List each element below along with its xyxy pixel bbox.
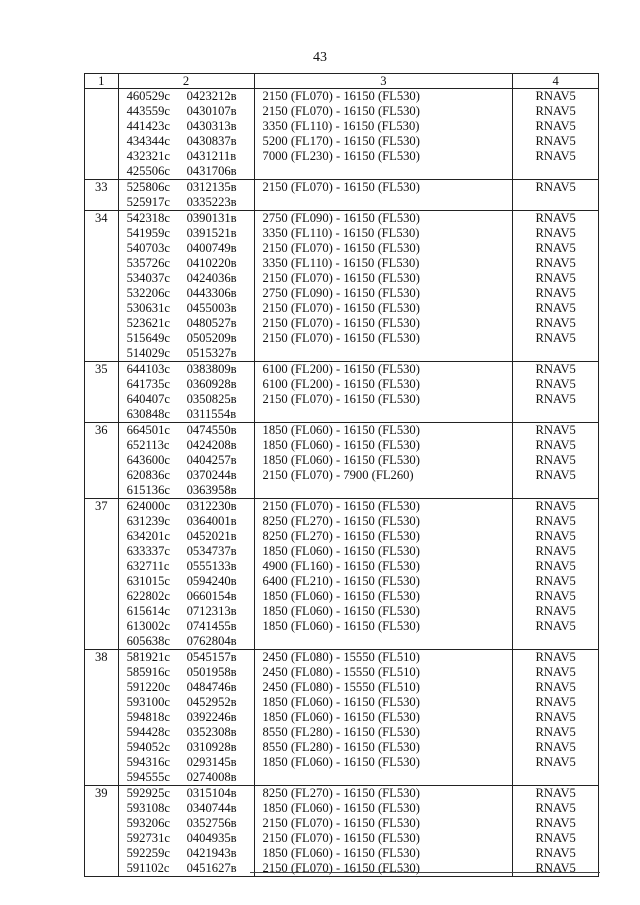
flight-levels-cell xyxy=(254,89,513,180)
latitude-value: 591220с xyxy=(126,680,170,694)
flight-levels-cell xyxy=(254,180,513,211)
navigation-spec-line: RNAV5 xyxy=(535,226,576,240)
coordinate-line xyxy=(127,801,254,816)
table-row xyxy=(85,89,599,180)
coordinate-line xyxy=(127,589,254,604)
flight-level-line: 1850 (FL060) - 16150 (FL530) xyxy=(262,453,420,467)
latitude-value: 592731с xyxy=(126,831,170,845)
flight-level-line: 2150 (FL070) - 16150 (FL530) xyxy=(262,861,420,875)
longitude-value: 0312135в xyxy=(186,180,237,194)
longitude-value: 0455003в xyxy=(186,301,237,315)
navigation-spec-cell xyxy=(513,499,599,650)
flight-level-line: 3350 (FL110) - 16150 (FL530) xyxy=(262,256,420,270)
longitude-value: 0660154в xyxy=(186,589,237,603)
coordinate-line xyxy=(127,770,254,785)
longitude-value: 0484746в xyxy=(186,680,237,694)
longitude-value: 0410220в xyxy=(186,256,237,270)
flight-level-line: 8550 (FL280) - 16150 (FL530) xyxy=(262,725,420,739)
coordinate-line xyxy=(127,301,254,316)
navigation-spec-line: RNAV5 xyxy=(535,710,576,724)
navigation-spec-line: RNAV5 xyxy=(535,831,576,845)
navigation-spec-line: RNAV5 xyxy=(535,695,576,709)
longitude-value: 0452021в xyxy=(186,529,237,543)
latitude-value: 644103с xyxy=(126,362,170,376)
flight-level-line: 2450 (FL080) - 15550 (FL510) xyxy=(262,665,420,679)
longitude-value: 0311554в xyxy=(186,407,237,421)
coordinate-line xyxy=(127,134,254,149)
navigation-spec-line: RNAV5 xyxy=(535,149,576,163)
latitude-value: 624000с xyxy=(126,499,170,513)
navigation-spec-line: RNAV5 xyxy=(535,377,576,391)
flight-level-line: 6100 (FL200) - 16150 (FL530) xyxy=(262,362,420,376)
longitude-value: 0364001в xyxy=(186,514,237,528)
latitude-value: 581921с xyxy=(126,650,170,664)
navigation-spec-line: RNAV5 xyxy=(535,89,576,103)
longitude-value: 0383809в xyxy=(186,362,237,376)
coordinate-line xyxy=(127,786,254,801)
flight-level-line: 7000 (FL230) - 16150 (FL530) xyxy=(262,149,420,163)
latitude-value: 534037с xyxy=(126,271,170,285)
longitude-value: 0335223в xyxy=(186,195,237,209)
navigation-spec-line: RNAV5 xyxy=(535,529,576,543)
latitude-value: 594428с xyxy=(126,725,170,739)
coordinates-cell xyxy=(118,180,254,211)
navigation-spec-line: RNAV5 xyxy=(535,241,576,255)
latitude-value: 594052с xyxy=(126,740,170,754)
navigation-spec-line: RNAV5 xyxy=(535,256,576,270)
longitude-value: 0431211в xyxy=(186,149,237,163)
coordinate-line xyxy=(127,634,254,649)
latitude-value: 593100с xyxy=(126,695,170,709)
navigation-spec-line: RNAV5 xyxy=(535,180,576,194)
coordinate-line xyxy=(127,483,254,498)
latitude-value: 652113с xyxy=(126,438,170,452)
latitude-value: 592259с xyxy=(126,846,170,860)
coordinate-line xyxy=(127,680,254,695)
longitude-value: 0310928в xyxy=(186,740,237,754)
longitude-value: 0501958в xyxy=(186,665,237,679)
flight-levels-cell xyxy=(254,423,513,499)
coordinate-line xyxy=(127,316,254,331)
flight-level-line: 2150 (FL070) - 16150 (FL530) xyxy=(262,241,420,255)
navigation-spec-line: RNAV5 xyxy=(535,271,576,285)
latitude-value: 523621с xyxy=(126,316,170,330)
longitude-value: 0741455в xyxy=(186,619,237,633)
navigation-spec-line: RNAV5 xyxy=(535,362,576,376)
navigation-spec-cell xyxy=(513,423,599,499)
navigation-spec-cell xyxy=(513,650,599,786)
latitude-value: 615136с xyxy=(126,483,170,497)
longitude-value: 0312230в xyxy=(186,499,237,513)
longitude-value: 0424036в xyxy=(186,271,237,285)
flight-level-line: 1850 (FL060) - 16150 (FL530) xyxy=(262,544,420,558)
flight-level-line: 2150 (FL070) - 16150 (FL530) xyxy=(262,831,420,845)
longitude-value: 0390131в xyxy=(186,211,237,225)
table-row xyxy=(85,211,599,362)
navigation-spec-line: RNAV5 xyxy=(535,801,576,815)
coordinate-line xyxy=(127,529,254,544)
coordinates-cell xyxy=(118,650,254,786)
navigation-spec-line: RNAV5 xyxy=(535,331,576,345)
coordinate-line xyxy=(127,149,254,164)
navigation-spec-cell xyxy=(513,362,599,423)
latitude-value: 515649с xyxy=(126,331,170,345)
latitude-value: 594818с xyxy=(126,710,170,724)
table-row xyxy=(85,499,599,650)
flight-levels-cell xyxy=(254,499,513,650)
navigation-spec-line: RNAV5 xyxy=(535,604,576,618)
route-number-cell: 36 xyxy=(85,423,119,499)
longitude-value: 0443306в xyxy=(186,286,237,300)
latitude-value: 540703с xyxy=(126,241,170,255)
navigation-spec-line: RNAV5 xyxy=(535,468,576,482)
latitude-value: 594316с xyxy=(126,755,170,769)
longitude-value: 0594240в xyxy=(186,574,237,588)
coordinate-line xyxy=(127,574,254,589)
navigation-spec-line: RNAV5 xyxy=(535,680,576,694)
flight-level-line: 1850 (FL060) - 16150 (FL530) xyxy=(262,438,420,452)
flight-level-line: 5200 (FL170) - 16150 (FL530) xyxy=(262,134,420,148)
flight-levels-cell xyxy=(254,211,513,362)
route-number-cell xyxy=(85,89,119,180)
flight-level-line: 1850 (FL060) - 16150 (FL530) xyxy=(262,695,420,709)
flight-level-line: 2150 (FL070) - 16150 (FL530) xyxy=(262,499,420,513)
latitude-value: 432321с xyxy=(126,149,170,163)
longitude-value: 0430313в xyxy=(186,119,237,133)
flight-level-line: 8250 (FL270) - 16150 (FL530) xyxy=(262,514,420,528)
route-table xyxy=(84,73,599,877)
flight-level-line: 2150 (FL070) - 7900 (FL260) xyxy=(262,468,414,482)
route-number-cell: 35 xyxy=(85,362,119,423)
navigation-spec-line: RNAV5 xyxy=(535,786,576,800)
latitude-value: 443559с xyxy=(126,104,170,118)
flight-level-line: 8550 (FL280) - 16150 (FL530) xyxy=(262,740,420,754)
flight-level-line: 2150 (FL070) - 16150 (FL530) xyxy=(262,301,420,315)
latitude-value: 622802с xyxy=(126,589,170,603)
longitude-value: 0424208в xyxy=(186,438,237,452)
coordinates-cell xyxy=(118,211,254,362)
longitude-value: 0430107в xyxy=(186,104,237,118)
flight-level-line: 2150 (FL070) - 16150 (FL530) xyxy=(262,180,420,194)
coordinate-line xyxy=(127,226,254,241)
latitude-value: 591102с xyxy=(126,861,170,875)
latitude-value: 441423с xyxy=(126,119,170,133)
longitude-value: 0363958в xyxy=(186,483,237,497)
latitude-value: 525806с xyxy=(126,180,170,194)
coordinate-line xyxy=(127,423,254,438)
coordinate-line xyxy=(127,195,254,210)
flight-level-line: 2150 (FL070) - 16150 (FL530) xyxy=(262,104,420,118)
coordinate-line xyxy=(127,89,254,104)
navigation-spec-cell xyxy=(513,211,599,362)
coordinates-cell xyxy=(118,499,254,650)
route-number-cell: 37 xyxy=(85,499,119,650)
flight-level-line: 3350 (FL110) - 16150 (FL530) xyxy=(262,119,420,133)
coordinate-line xyxy=(127,256,254,271)
latitude-value: 593206с xyxy=(126,816,170,830)
longitude-value: 0340744в xyxy=(186,801,237,815)
coordinate-line xyxy=(127,377,254,392)
route-number-cell: 38 xyxy=(85,650,119,786)
latitude-value: 425506с xyxy=(126,164,170,178)
coordinate-line xyxy=(127,559,254,574)
navigation-spec-line: RNAV5 xyxy=(535,574,576,588)
longitude-value: 0515327в xyxy=(186,346,237,360)
flight-levels-cell xyxy=(254,786,513,877)
table-body xyxy=(85,89,599,877)
navigation-spec-cell xyxy=(513,89,599,180)
coordinate-line xyxy=(127,831,254,846)
longitude-value: 0360928в xyxy=(186,377,237,391)
longitude-value: 0391521в xyxy=(186,226,237,240)
flight-level-line: 2750 (FL090) - 16150 (FL530) xyxy=(262,286,420,300)
latitude-value: 631239с xyxy=(126,514,170,528)
navigation-spec-line: RNAV5 xyxy=(535,423,576,437)
coordinate-line xyxy=(127,740,254,755)
navigation-spec-line: RNAV5 xyxy=(535,816,576,830)
coordinate-line xyxy=(127,271,254,286)
navigation-spec-line: RNAV5 xyxy=(535,559,576,573)
longitude-value: 0352308в xyxy=(186,725,237,739)
coordinate-line xyxy=(127,331,254,346)
table-row xyxy=(85,650,599,786)
longitude-value: 0480527в xyxy=(186,316,237,330)
coordinate-line xyxy=(127,211,254,226)
navigation-spec-line: RNAV5 xyxy=(535,119,576,133)
latitude-value: 615614с xyxy=(126,604,170,618)
longitude-value: 0352756в xyxy=(186,816,237,830)
flight-level-line: 2150 (FL070) - 16150 (FL530) xyxy=(262,89,420,103)
navigation-spec-line: RNAV5 xyxy=(535,846,576,860)
navigation-spec-line: RNAV5 xyxy=(535,665,576,679)
latitude-value: 641735с xyxy=(126,377,170,391)
latitude-value: 434344с xyxy=(126,134,170,148)
longitude-value: 0404935в xyxy=(186,831,237,845)
column-header: 4 xyxy=(513,74,599,89)
coordinate-line xyxy=(127,514,254,529)
navigation-spec-cell xyxy=(513,180,599,211)
flight-level-line: 1850 (FL060) - 16150 (FL530) xyxy=(262,589,420,603)
flight-levels-cell xyxy=(254,650,513,786)
coordinate-line xyxy=(127,346,254,361)
navigation-spec-line: RNAV5 xyxy=(535,861,576,875)
coordinate-line xyxy=(127,438,254,453)
flight-level-line: 6100 (FL200) - 16150 (FL530) xyxy=(262,377,420,391)
latitude-value: 593108с xyxy=(126,801,170,815)
table-row xyxy=(85,786,599,877)
flight-level-line: 2150 (FL070) - 16150 (FL530) xyxy=(262,316,420,330)
latitude-value: 633337с xyxy=(126,544,170,558)
navigation-spec-line: RNAV5 xyxy=(535,134,576,148)
table-row xyxy=(85,423,599,499)
coordinates-cell xyxy=(118,786,254,877)
latitude-value: 542318с xyxy=(126,211,170,225)
longitude-value: 0534737в xyxy=(186,544,237,558)
longitude-value: 0274008в xyxy=(186,770,237,784)
flight-level-line: 2750 (FL090) - 16150 (FL530) xyxy=(262,211,420,225)
latitude-value: 541959с xyxy=(126,226,170,240)
navigation-spec-cell xyxy=(513,786,599,877)
latitude-value: 535726с xyxy=(126,256,170,270)
table-header-row xyxy=(85,74,599,89)
longitude-value: 0423212в xyxy=(186,89,237,103)
latitude-value: 664501с xyxy=(126,423,170,437)
flight-level-line: 2150 (FL070) - 16150 (FL530) xyxy=(262,271,420,285)
flight-level-line: 6400 (FL210) - 16150 (FL530) xyxy=(262,574,420,588)
flight-level-line: 2150 (FL070) - 16150 (FL530) xyxy=(262,331,420,345)
coordinate-line xyxy=(127,407,254,422)
navigation-spec-line: RNAV5 xyxy=(535,392,576,406)
footer-rule xyxy=(250,872,600,873)
page-number: 43 xyxy=(313,50,327,65)
longitude-value: 0505209в xyxy=(186,331,237,345)
table-row xyxy=(85,362,599,423)
navigation-spec-line: RNAV5 xyxy=(535,650,576,664)
longitude-value: 0400749в xyxy=(186,241,237,255)
navigation-spec-line: RNAV5 xyxy=(535,725,576,739)
coordinate-line xyxy=(127,164,254,179)
navigation-spec-line: RNAV5 xyxy=(535,453,576,467)
flight-level-line: 1850 (FL060) - 16150 (FL530) xyxy=(262,423,420,437)
coordinate-line xyxy=(127,362,254,377)
flight-level-line: 2150 (FL070) - 16150 (FL530) xyxy=(262,392,420,406)
latitude-value: 631015с xyxy=(126,574,170,588)
latitude-value: 530631с xyxy=(126,301,170,315)
latitude-value: 525917с xyxy=(126,195,170,209)
flight-level-line: 8250 (FL270) - 16150 (FL530) xyxy=(262,529,420,543)
coordinate-line xyxy=(127,241,254,256)
longitude-value: 0430837в xyxy=(186,134,237,148)
latitude-value: 620836с xyxy=(126,468,170,482)
coordinate-line xyxy=(127,695,254,710)
flight-level-line: 4900 (FL160) - 16150 (FL530) xyxy=(262,559,420,573)
navigation-spec-line: RNAV5 xyxy=(535,301,576,315)
flight-level-line: 1850 (FL060) - 16150 (FL530) xyxy=(262,619,420,633)
flight-level-line: 1850 (FL060) - 16150 (FL530) xyxy=(262,710,420,724)
table-row xyxy=(85,180,599,211)
latitude-value: 613002с xyxy=(126,619,170,633)
navigation-spec-line: RNAV5 xyxy=(535,438,576,452)
longitude-value: 0474550в xyxy=(186,423,237,437)
coordinate-line xyxy=(127,650,254,665)
coordinate-line xyxy=(127,861,254,876)
route-number-cell: 34 xyxy=(85,211,119,362)
coordinates-cell xyxy=(118,423,254,499)
coordinate-line xyxy=(127,286,254,301)
latitude-value: 634201с xyxy=(126,529,170,543)
flight-level-line: 2150 (FL070) - 16150 (FL530) xyxy=(262,816,420,830)
longitude-value: 0370244в xyxy=(186,468,237,482)
coordinate-line xyxy=(127,544,254,559)
coordinates-cell xyxy=(118,89,254,180)
column-header: 3 xyxy=(254,74,513,89)
coordinate-line xyxy=(127,725,254,740)
coordinate-line xyxy=(127,119,254,134)
coordinate-line xyxy=(127,619,254,634)
column-header: 2 xyxy=(118,74,254,89)
longitude-value: 0421943в xyxy=(186,846,237,860)
coordinate-line xyxy=(127,846,254,861)
coordinate-line xyxy=(127,453,254,468)
navigation-spec-line: RNAV5 xyxy=(535,316,576,330)
coordinate-line xyxy=(127,499,254,514)
flight-level-line: 3350 (FL110) - 16150 (FL530) xyxy=(262,226,420,240)
navigation-spec-line: RNAV5 xyxy=(535,211,576,225)
longitude-value: 0392246в xyxy=(186,710,237,724)
longitude-value: 0712313в xyxy=(186,604,237,618)
latitude-value: 605638с xyxy=(126,634,170,648)
route-number-cell: 39 xyxy=(85,786,119,877)
navigation-spec-line: RNAV5 xyxy=(535,544,576,558)
longitude-value: 0404257в xyxy=(186,453,237,467)
route-number-cell: 33 xyxy=(85,180,119,211)
flight-levels-cell xyxy=(254,362,513,423)
flight-level-line: 1850 (FL060) - 16150 (FL530) xyxy=(262,801,420,815)
latitude-value: 594555с xyxy=(126,770,170,784)
flight-level-line: 2450 (FL080) - 15550 (FL510) xyxy=(262,680,420,694)
coordinate-line xyxy=(127,755,254,770)
latitude-value: 592925с xyxy=(126,786,170,800)
longitude-value: 0545157в xyxy=(186,650,237,664)
navigation-spec-line: RNAV5 xyxy=(535,619,576,633)
longitude-value: 0315104в xyxy=(186,786,237,800)
longitude-value: 0293145в xyxy=(186,755,237,769)
coordinate-line xyxy=(127,604,254,619)
latitude-value: 532206с xyxy=(126,286,170,300)
column-header: 1 xyxy=(85,74,119,89)
latitude-value: 585916с xyxy=(126,665,170,679)
coordinate-line xyxy=(127,468,254,483)
latitude-value: 632711с xyxy=(126,559,170,573)
coordinate-line xyxy=(127,710,254,725)
longitude-value: 0350825в xyxy=(186,392,237,406)
coordinate-line xyxy=(127,180,254,195)
longitude-value: 0431706в xyxy=(186,164,237,178)
coordinate-line xyxy=(127,104,254,119)
navigation-spec-line: RNAV5 xyxy=(535,499,576,513)
latitude-value: 640407с xyxy=(126,392,170,406)
navigation-spec-line: RNAV5 xyxy=(535,755,576,769)
latitude-value: 630848с xyxy=(126,407,170,421)
longitude-value: 0555133в xyxy=(186,559,237,573)
longitude-value: 0452952в xyxy=(186,695,237,709)
coordinate-line xyxy=(127,665,254,680)
flight-level-line: 1850 (FL060) - 16150 (FL530) xyxy=(262,846,420,860)
navigation-spec-line: RNAV5 xyxy=(535,740,576,754)
navigation-spec-line: RNAV5 xyxy=(535,104,576,118)
navigation-spec-line: RNAV5 xyxy=(535,286,576,300)
flight-level-line: 2450 (FL080) - 15550 (FL510) xyxy=(262,650,420,664)
flight-level-line: 1850 (FL060) - 16150 (FL530) xyxy=(262,604,420,618)
flight-level-line: 8250 (FL270) - 16150 (FL530) xyxy=(262,786,420,800)
navigation-spec-line: RNAV5 xyxy=(535,514,576,528)
latitude-value: 514029с xyxy=(126,346,170,360)
coordinate-line xyxy=(127,392,254,407)
latitude-value: 460529с xyxy=(126,89,170,103)
coordinate-line xyxy=(127,816,254,831)
coordinates-cell xyxy=(118,362,254,423)
longitude-value: 0762804в xyxy=(186,634,237,648)
longitude-value: 0451627в xyxy=(186,861,237,875)
flight-level-line: 1850 (FL060) - 16150 (FL530) xyxy=(262,755,420,769)
latitude-value: 643600с xyxy=(126,453,170,467)
navigation-spec-line: RNAV5 xyxy=(535,589,576,603)
